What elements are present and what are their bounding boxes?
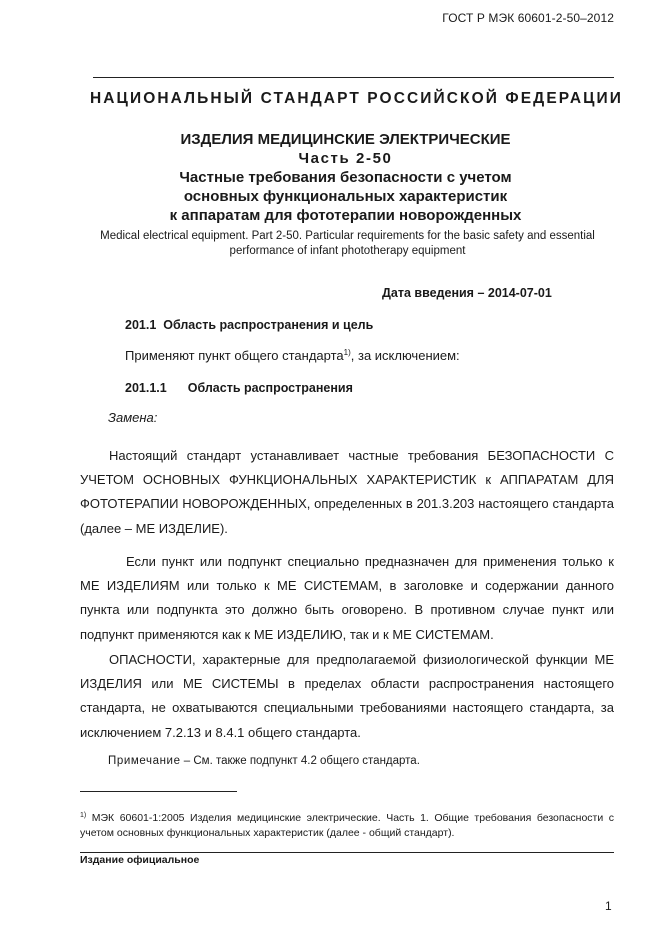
footnote-text: МЭК 60601-1:2005 Изделия медицинские электрические. Часть 1. Общие требования безопасности с учетом основных функциональных характеристик (далее - общий стандарт).: [80, 812, 614, 839]
edition-label: Издание официальное: [80, 854, 200, 866]
footnote-marker: 1): [80, 812, 87, 819]
english-title-line-1: Medical electrical equipment. Part 2-50. Particular requirements for the basic safety and essential: [100, 230, 595, 242]
page-number: 1: [605, 899, 612, 913]
note-label: Примечание: [108, 755, 181, 767]
section-number: 201.1.1: [125, 381, 167, 395]
title-line-4: основных функциональных характеристик: [183, 188, 508, 205]
note-dash: –: [180, 755, 194, 767]
footnote: [80, 809, 614, 840]
title-line-5: к аппаратам для фототерапии новорожденных: [169, 207, 522, 224]
section-title: Область распространения и цель: [163, 318, 374, 332]
title-line-3: Частные требования безопасности с учетом: [179, 169, 512, 186]
bottom-divider: [80, 852, 614, 853]
intro-date: Дата введения – 2014-07-01: [382, 286, 552, 300]
apply-statement: [125, 348, 460, 363]
note-text: См. также подпункт 4.2 общего стандарта.: [193, 755, 420, 767]
section-title: Область распространения: [187, 381, 353, 395]
national-standard-heading: НАЦИОНАЛЬНЫЙ СТАНДАРТ РОССИЙСКОЙ ФЕДЕРАЦИИ: [89, 90, 624, 107]
english-title-line-2: performance of infant phototherapy equipment: [229, 245, 466, 257]
document-code: ГОСТ Р МЭК 60601-2-50–2012: [442, 11, 614, 25]
english-title: [0, 229, 661, 259]
title-part: Часть 2-50: [298, 150, 393, 167]
section-number: 201.1: [125, 318, 157, 332]
replacement-label: Замена:: [108, 410, 158, 425]
note: [108, 755, 420, 767]
paragraph-applicability: Если пункт или подпункт специально предназначен для применения только к МЕ ИЗДЕЛИЯМ или только к МЕ СИСТЕМАМ, в заголовке и содержании данного пункта или подпункта это должно быть оговорено. В противном случае пункт или подпункт применяются как к МЕ ИЗДЕЛИЮ, так и к МЕ СИСТЕМАМ.: [80, 554, 614, 642]
title-line-1: ИЗДЕЛИЯ МЕДИЦИНСКИЕ ЭЛЕКТРИЧЕСКИЕ: [180, 131, 511, 148]
document-title: [0, 130, 661, 225]
section-heading-201-1: [125, 318, 373, 332]
top-divider: [93, 77, 614, 78]
footnote-divider: [80, 791, 237, 792]
paragraph-hazards: ОПАСНОСТИ, характерные для предполагаемой физиологической функции МЕ ИЗДЕЛИЯ или МЕ СИСТЕМЫ в пределах области распространения настоящего стандарта, не охватываются специальными требованиями настоящего стандарта, за исключением 7.2.13 и 8.4.1 общего стандарта.: [80, 652, 614, 740]
apply-text-tail: , за исключением:: [350, 348, 460, 363]
paragraph-scope: Настоящий стандарт устанавливает частные требования БЕЗОПАСНОСТИ С УЧЕТОМ ОСНОВНЫХ ФУНКЦИОНАЛЬНЫХ ХАРАКТЕРИСТИК к АППАРАТАМ ДЛЯ ФОТОТЕРАПИИ НОВОРОЖДЕННЫХ, определенных в 201.3.203 настоящего стандарта (далее – МЕ ИЗДЕЛИЕ).: [80, 448, 614, 536]
apply-text: Применяют пункт общего стандарта: [125, 348, 344, 363]
footnote-ref[interactable]: 1): [343, 348, 351, 357]
section-heading-201-1-1: [125, 381, 353, 395]
